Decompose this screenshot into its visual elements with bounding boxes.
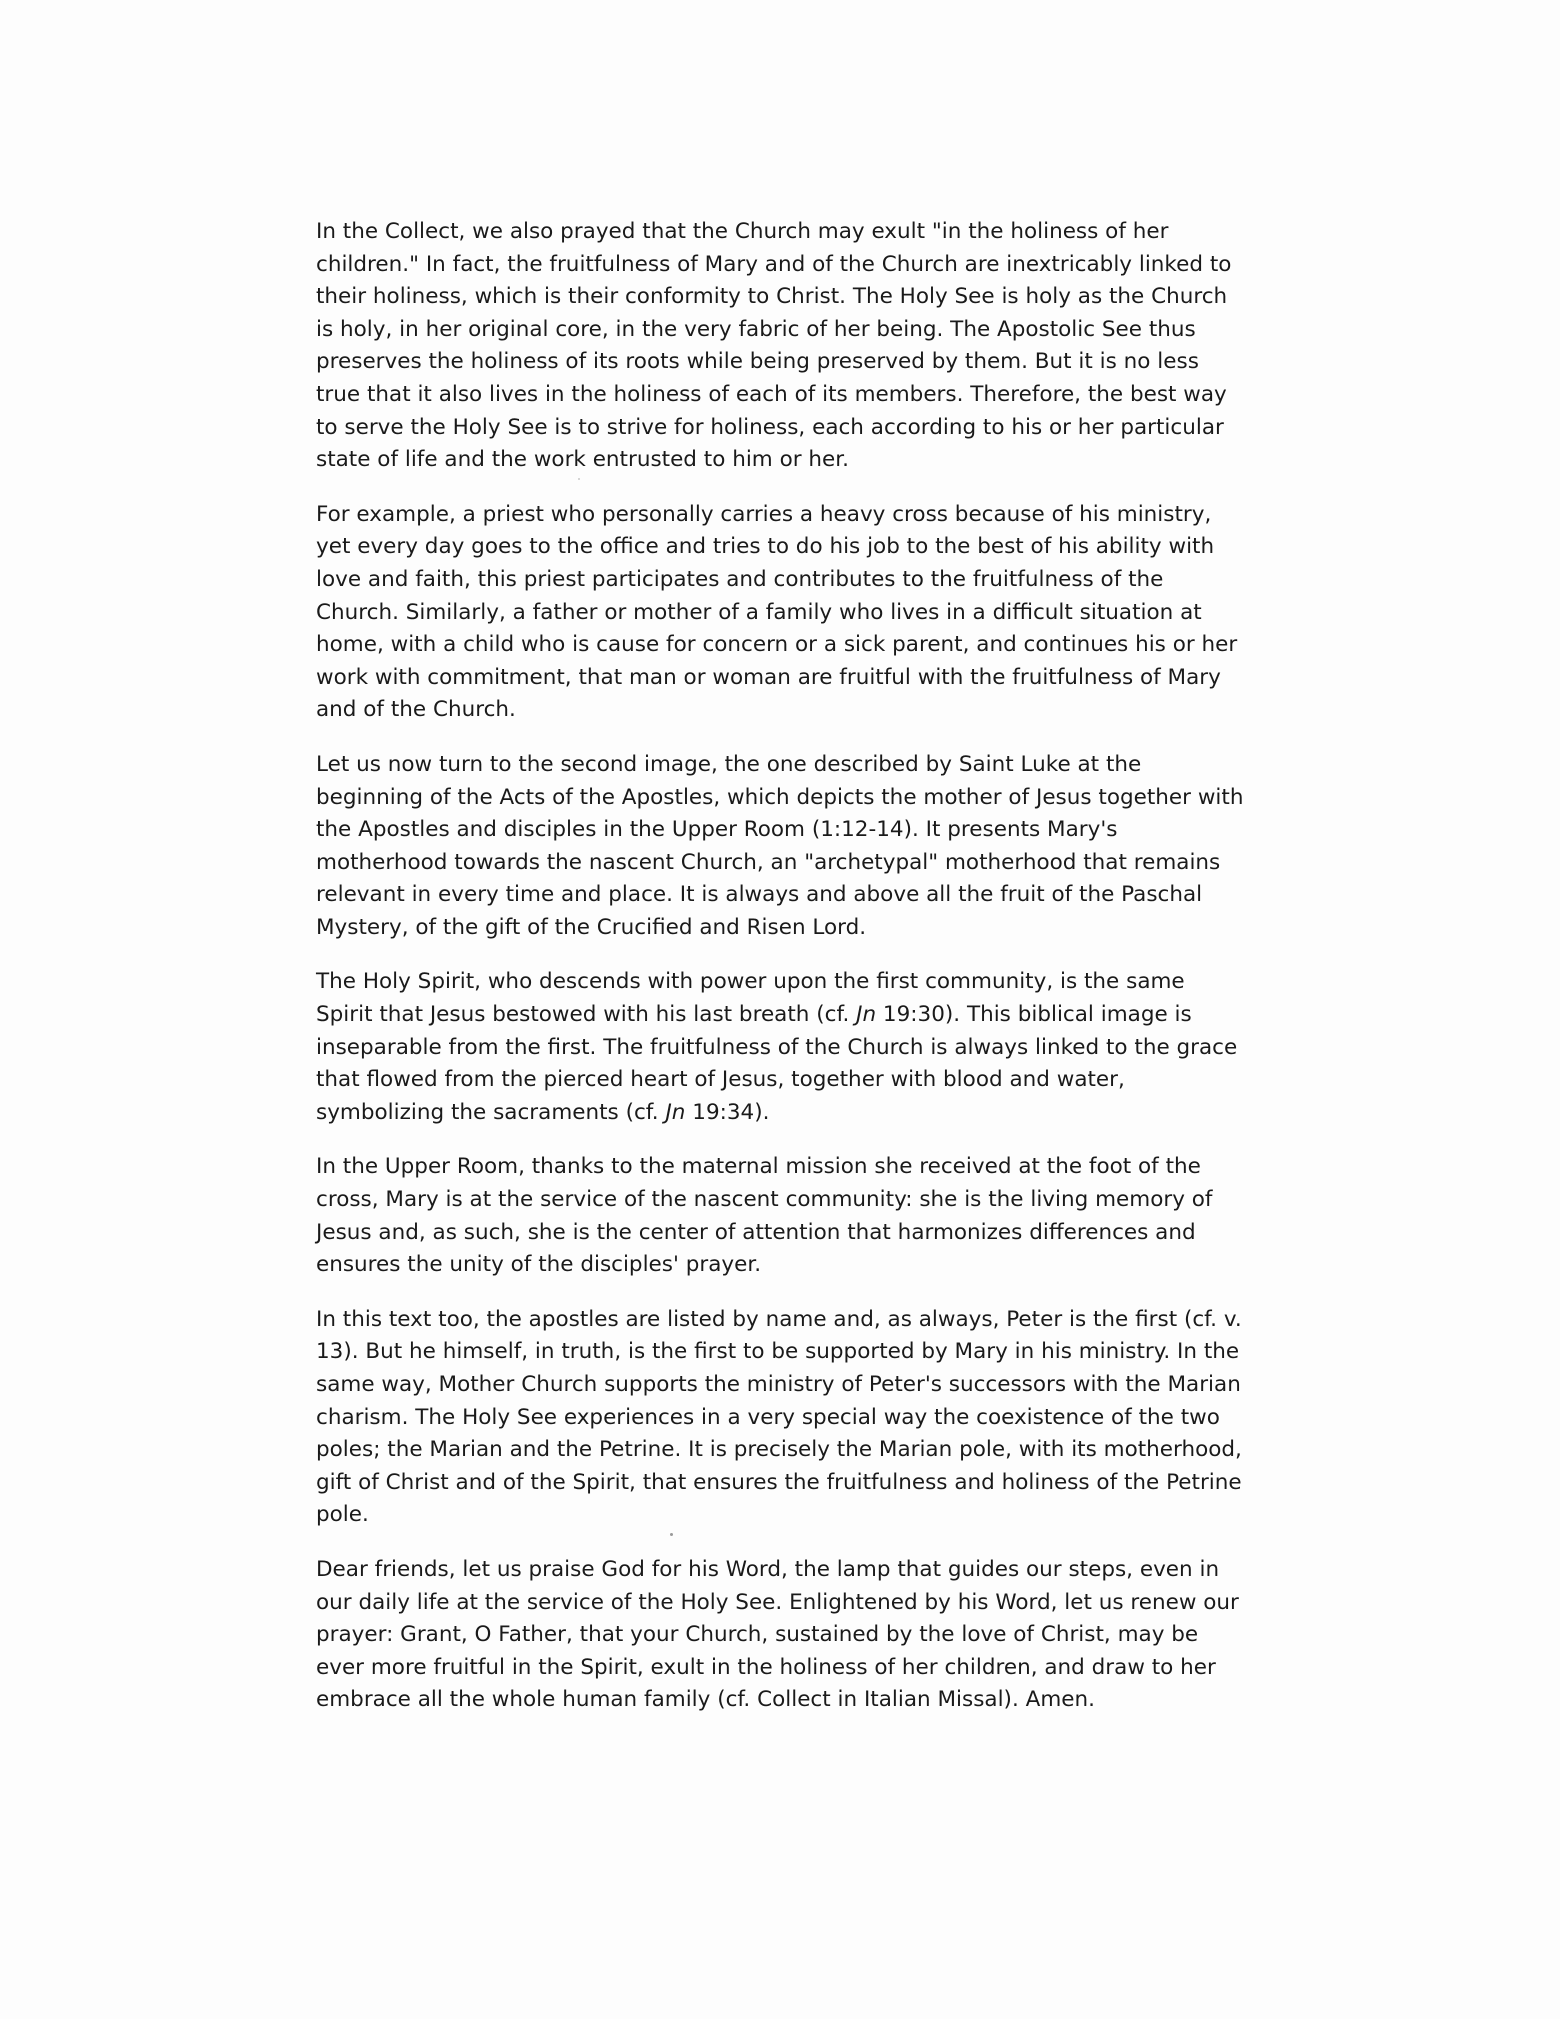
body-text [316, 216, 1246, 1739]
paragraph-apostles-listed [316, 1304, 1246, 1532]
paragraph-text: Dear friends, let us praise God for his Word, the lamp that guides our steps, even in our daily life at the service of the Holy See. Enlightened by his Word, let us renew our prayer: Grant, O Father, that your Church, sustained by the love of Christ, may be ever more fruitful in the Spirit, exult in the holiness of her children, and draw to her embrace all the whole human family (cf. Collect in Italian Missal). Amen. [316, 1556, 1239, 1713]
paragraph-text: In this text too, the apostles are listed by name and, as always, Peter is the first (cf. v. 13). But he himself, in truth, is the first to be supported by Mary in his ministry. In the same way, Mother Church supports the ministry of Peter's successors with the Marian charism. The Holy See experiences in a very special way the coexistence of the two poles; the Marian and the Petrine. It is precisely the Marian pole, with its motherhood, gift of Christ and of the Spirit, that ensures the fruitfulness and holiness of the Petrine pole. [316, 1306, 1242, 1528]
paragraph-text: Let us now turn to the second image, the one described by Saint Luke at the beginning of the Acts of the Apostles, which depicts the mother of Jesus together with the Apostles and disciples in the Upper Room (1:12-14). It presents Mary's motherhood towards the nascent Church, an "archetypal" motherhood that remains relevant in every time and place. It is always and above all the fruit of the Paschal Mystery, of the gift of the Crucified and Risen Lord. [316, 751, 1244, 940]
scan-speck [670, 1533, 673, 1536]
scripture-reference: Jn [856, 1002, 877, 1028]
paragraph-second-image [316, 749, 1246, 945]
paragraph-text: The Holy Spirit, who descends with power upon the first community, is the same Spirit that Jesus bestowed with his last breath (cf. [316, 969, 1185, 1028]
scripture-reference: Jn [665, 1099, 686, 1125]
paragraph-text: In the Upper Room, thanks to the maternal mission she received at the foot of the cross, Mary is at the service of the nascent community: she is the living memory of Jesus and, as such, she is the center of attention that harmonizes differences and ensures the unity of the disciples' prayer. [316, 1154, 1213, 1278]
scan-speck [578, 478, 580, 480]
paragraph-text: In the Collect, we also prayed that the Church may exult "in the holiness of her children." In fact, the fruitfulness of Mary and of the Church are inextricably linked to their holiness, which is their conformity to Christ. The Holy See is holy as the Church is holy, in her original core, in the very fabric of her being. The Apostolic See thus preserves the holiness of its roots while being preserved by them. But it is no less true that it also lives in the holiness of each of its members. Therefore, the best way to serve the Holy See is to strive for holiness, each according to his or her particular state of life and the work entrusted to him or her. [316, 219, 1232, 473]
paragraph-upper-room [316, 1151, 1246, 1281]
paragraph-text: 19:30). This biblical image is inseparable from the first. The fruitfulness of the Church is always linked to the grace that flowed from the pierced heart of Jesus, together with blood and water, symbolizing the sacraments (cf. [316, 1002, 1238, 1125]
paragraph-holy-spirit [316, 966, 1246, 1129]
paragraph-collect-holiness [316, 216, 1246, 477]
paragraph-text: For example, a priest who personally carries a heavy cross because of his ministry, yet every day goes to the office and tries to do his job to the best of his ability with love and faith, this priest participates and contributes to the fruitfulness of the Church. Similarly, a father or mother of a family who lives in a difficult situation at home, with a child who is cause for concern or a sick parent, and continues his or her work with commitment, that man or woman are fruitful with the fruitfulness of Mary and of the Church. [316, 501, 1238, 723]
paragraph-closing-prayer [316, 1554, 1246, 1717]
paragraph-priest-example [316, 499, 1246, 727]
paragraph-text: 19:34). [685, 1099, 770, 1125]
